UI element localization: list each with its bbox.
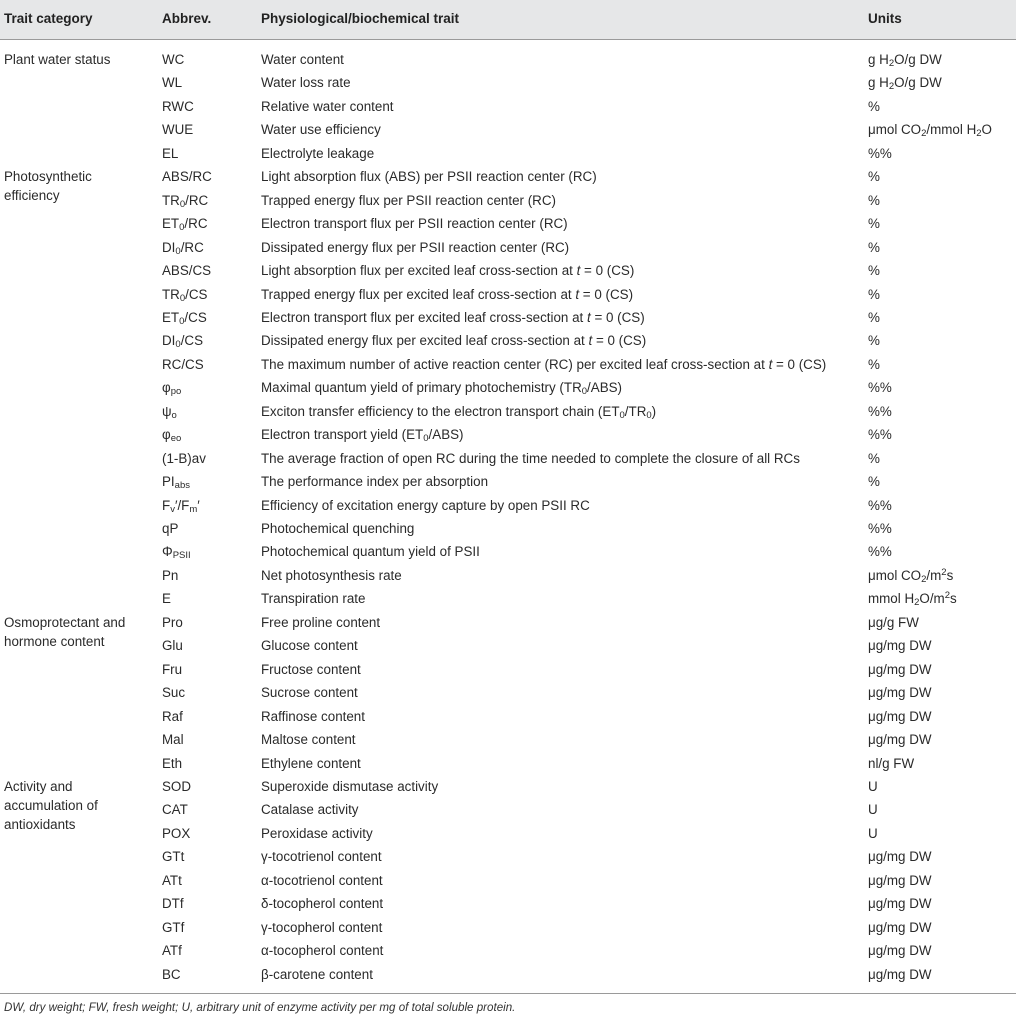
row-units: nl/g FW <box>868 755 915 771</box>
row-trait: Electron transport yield $(ET_0/ABS)$ <box>261 427 464 445</box>
row-abbrev: WL <box>162 75 183 91</box>
table-bottom-rule <box>0 993 1016 994</box>
row-units: % <box>868 192 880 208</box>
row-trait: Maltose content <box>261 732 356 748</box>
row-trait: β-carotene content <box>261 966 373 982</box>
row-abbrev: POX <box>162 825 191 841</box>
row-trait: Water loss rate <box>261 75 351 91</box>
row-trait: Raffinose content <box>261 708 365 724</box>
row-abbrev: BC <box>162 966 181 982</box>
row-trait: Efficiency of excitation energy capture by open PSII RC <box>261 497 590 513</box>
row-abbrev: CAT <box>162 802 188 818</box>
row-trait: Peroxidase activity <box>261 825 373 841</box>
row-trait: Free proline content <box>261 614 381 630</box>
row-units: U <box>868 778 878 794</box>
row-units: % <box>868 216 880 232</box>
header-units: Units <box>868 11 902 26</box>
row-trait: Fructose content <box>261 661 361 677</box>
row-trait: Glucose content <box>261 638 358 654</box>
row-abbrev: $\varphi_{po}$ <box>162 380 182 398</box>
row-abbrev: ATf <box>162 943 182 959</box>
row-abbrev: $DI_0/RC$ <box>162 239 204 257</box>
row-units: μg/mg DW <box>868 943 932 959</box>
row-units: μg/mg DW <box>868 708 932 724</box>
row-abbrev: ABS/CS <box>162 263 212 279</box>
row-units: μmol $CO_2/m^2s$ <box>868 566 954 585</box>
row-trait: Net photosynthesis rate <box>261 567 402 583</box>
row-trait: Relative water content <box>261 98 394 114</box>
table-footnote: DW, dry weight; FW, fresh weight; U, arbitrary unit of enzyme activity per mg of total soluble protein. <box>4 1001 516 1014</box>
row-abbrev: SOD <box>162 778 192 794</box>
row-trait: Dissipated energy flux per excited leaf cross-section at t = 0 (CS) <box>261 333 647 349</box>
row-units: %% <box>868 380 892 396</box>
row-units: g $H_2O/g$ DW <box>868 52 942 69</box>
row-abbrev: Mal <box>162 732 184 748</box>
row-trait: Electron transport flux per excited leaf cross-section at t = 0 (CS) <box>261 309 645 325</box>
row-abbrev: ATt <box>162 872 182 888</box>
row-units: μg/mg DW <box>868 849 932 865</box>
row-abbrev: GTt <box>162 849 185 865</box>
row-units: mmol $H_2O/m^2s$ <box>868 590 957 609</box>
row-units: % <box>868 98 880 114</box>
row-abbrev: ABS/RC <box>162 169 212 185</box>
row-units: μg/mg DW <box>868 919 932 935</box>
row-abbrev: Pn <box>162 567 179 583</box>
row-abbrev: WC <box>162 52 185 67</box>
row-abbrev: DTf <box>162 896 184 912</box>
row-units: μg/mg DW <box>868 661 932 677</box>
row-trait: Water use efficiency <box>261 122 381 138</box>
row-units: %% <box>868 427 892 443</box>
row-trait: The maximum number of active reaction center (RC) per excited leaf cross-section at t = 0 (CS) <box>261 356 827 372</box>
row-abbrev: EL <box>162 145 179 161</box>
row-trait: Light absorption flux (ABS) per PSII reaction center (RC) <box>261 169 597 185</box>
row-trait: Water content <box>261 52 344 67</box>
header-trait-category: Trait category <box>4 11 93 26</box>
row-abbrev: Glu <box>162 638 183 654</box>
row-abbrev: $TR_0/CS$ <box>162 286 208 304</box>
row-units: %% <box>868 403 892 419</box>
table-header <box>0 0 1016 40</box>
row-trait: The average fraction of open RC during the time needed to complete the closure of all RCs <box>261 450 800 466</box>
row-abbrev: $DI_0/CS$ <box>162 333 204 351</box>
row-abbrev: Suc <box>162 685 186 701</box>
row-units: % <box>868 333 880 349</box>
row-units: μg/mg DW <box>868 966 932 982</box>
row-units: % <box>868 356 880 372</box>
row-trait: Catalase activity <box>261 802 359 818</box>
row-abbrev: Fru <box>162 661 183 677</box>
row-trait: Ethylene content <box>261 755 361 771</box>
row-units: %% <box>868 521 892 536</box>
row-abbrev: $ET_0/CS$ <box>162 309 207 327</box>
row-abbrev: WUE <box>162 122 194 138</box>
row-units: U <box>868 825 878 841</box>
row-trait: The performance index per absorption <box>261 474 489 490</box>
row-trait: Dissipated energy flux per PSII reaction center (RC) <box>261 239 570 255</box>
row-trait: Photochemical quantum yield of PSII <box>261 544 480 560</box>
row-units: μg/mg DW <box>868 638 932 654</box>
row-abbrev: $TR_0/RC$ <box>162 192 209 210</box>
row-trait: Superoxide dismutase activity <box>261 778 439 794</box>
row-trait: Electrolyte leakage <box>261 145 375 161</box>
row-units: μg/mg DW <box>868 896 932 912</box>
row-trait: Light absorption flux per excited leaf cross-section at t = 0 (CS) <box>261 263 635 279</box>
row-trait: α-tocotrienol content <box>261 872 383 888</box>
row-abbrev: qP <box>162 521 179 536</box>
row-abbrev: $PI_{abs}$ <box>162 474 190 492</box>
row-units: μg/g FW <box>868 614 919 630</box>
row-units: % <box>868 474 880 490</box>
row-abbrev: Pro <box>162 614 183 630</box>
row-abbrev: $F_v'/F_m'$ <box>162 497 200 515</box>
row-abbrev: $\Phi_{PSII}$ <box>162 544 191 562</box>
row-abbrev: GTf <box>162 919 185 935</box>
row-units: μg/mg DW <box>868 685 932 701</box>
row-trait: γ-tocotrienol content <box>261 849 382 865</box>
row-abbrev: RWC <box>162 98 194 114</box>
row-trait: Photochemical quenching <box>261 521 415 536</box>
row-abbrev: E <box>162 591 171 607</box>
row-abbrev: $\psi_o$ <box>162 403 177 421</box>
row-units: % <box>868 263 880 279</box>
row-trait: δ-tocopherol content <box>261 896 384 912</box>
row-abbrev: (1-B)av <box>162 450 206 466</box>
trait-category-label: Plant water status <box>4 52 111 67</box>
trait-category-label: Osmoprotectant and hormone content <box>4 614 126 649</box>
row-abbrev: $ET_0/RC$ <box>162 216 208 234</box>
row-units: μmol $CO_2$/mmol $H_2O$ <box>868 122 992 140</box>
row-units: % <box>868 450 880 466</box>
row-trait: Transpiration rate <box>261 591 366 607</box>
row-trait: γ-tocopherol content <box>261 919 383 935</box>
row-trait: Sucrose content <box>261 685 358 701</box>
row-units: %% <box>868 544 892 560</box>
header-trait: Physiological/biochemical trait <box>261 11 460 26</box>
trait-category-label: Photosynthetic efficiency <box>4 169 92 204</box>
row-trait: Trapped energy flux per PSII reaction center (RC) <box>261 192 556 208</box>
row-units: % <box>868 169 880 185</box>
row-units: %% <box>868 145 892 161</box>
row-trait: Maximal quantum yield of primary photochemistry $(TR_0/ABS)$ <box>261 380 623 398</box>
row-trait: α-tocopherol content <box>261 943 384 959</box>
row-trait: Exciton transfer efficiency to the electron transport chain $(ET_0/TR_0)$ <box>261 403 657 421</box>
row-units: U <box>868 802 878 818</box>
row-trait: Electron transport flux per PSII reaction center (RC) <box>261 216 568 232</box>
row-units: % <box>868 309 880 325</box>
row-trait: Trapped energy flux per excited leaf cross-section at t = 0 (CS) <box>261 286 634 302</box>
row-units: %% <box>868 497 892 513</box>
row-abbrev: Eth <box>162 755 183 771</box>
row-units: μg/mg DW <box>868 732 932 748</box>
row-units: % <box>868 239 880 255</box>
row-abbrev: $\varphi_{eo}$ <box>162 427 182 445</box>
row-abbrev: RC/CS <box>162 356 204 372</box>
row-units: % <box>868 286 880 302</box>
header-abbrev: Abbrev. <box>162 11 212 26</box>
row-units: μg/mg DW <box>868 872 932 888</box>
trait-category-label: Activity and accumulation of antioxidants <box>4 778 98 832</box>
row-units: g $H_2O/g$ DW <box>868 75 942 93</box>
row-abbrev: Raf <box>162 708 183 724</box>
